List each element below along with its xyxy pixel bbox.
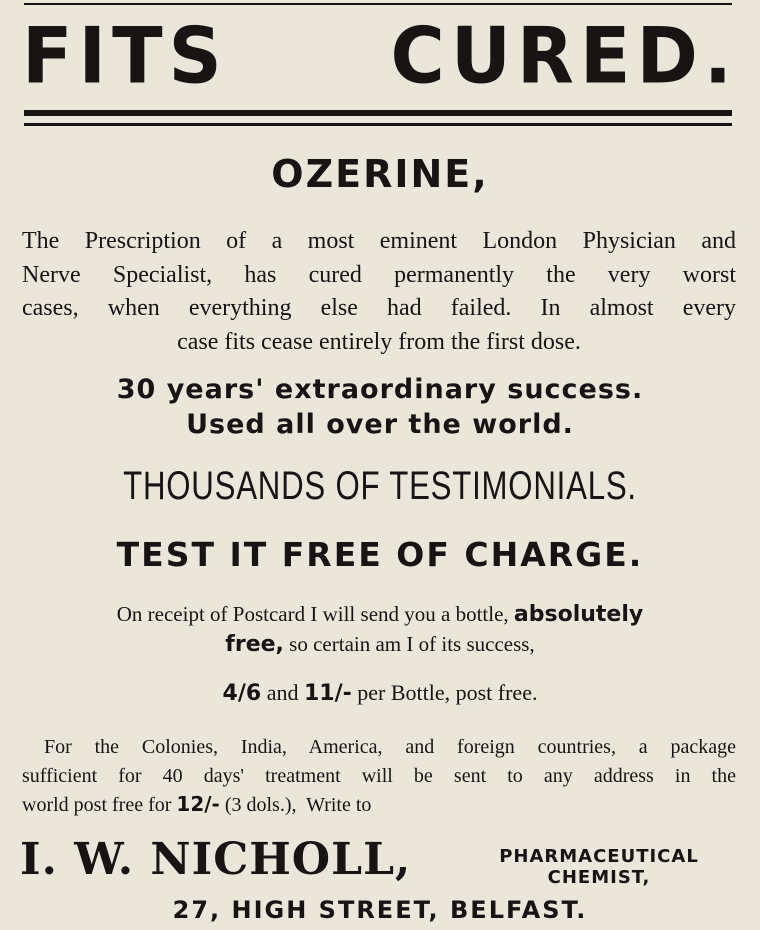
offer-free: free, [225, 632, 284, 657]
test-free-heading: TEST IT FREE OF CHARGE. [116, 535, 644, 574]
intro-paragraph [22, 225, 736, 359]
price-and: and [266, 680, 299, 705]
offer-absolutely: absolutely [513, 602, 644, 627]
headline-rule-thick [24, 110, 732, 116]
profession-line-1: PHARMACEUTICAL [499, 846, 699, 867]
price-line [0, 678, 760, 709]
seller-name: I. W. NICHOLL, [20, 834, 412, 885]
price-terms: per Bottle, post free. [357, 680, 538, 705]
testimonials-text: THOUSANDS OF TESTIMONIALS. [123, 464, 637, 508]
price-large: 11/- [303, 681, 352, 706]
intro-line-1: The Prescription of a most eminent London Physician and [22, 228, 736, 254]
colonies-line-2: sufficient for 40 days' treatment will be sent to any address in the [22, 764, 736, 787]
offer-line-1 [0, 599, 760, 630]
headline-word-cured: CURED. [390, 10, 738, 102]
price-small: 4/6 [222, 681, 262, 706]
top-rule [24, 3, 732, 5]
colonies-line-3 [22, 790, 736, 820]
offer-text: On receipt of Postcard I will send you a bottle, [116, 602, 509, 626]
intro-line-2: Nerve Specialist, has cured permanently the very worst [22, 261, 736, 288]
colonies-paragraph [22, 733, 736, 820]
offer-line-2 [0, 629, 760, 660]
intro-line-3: cases, when everything else had failed. In almost every [22, 295, 736, 321]
headline-word-fits: FITS [22, 10, 228, 102]
colonies-write-to: (3 dols.), Write to [224, 794, 372, 816]
colonies-text: world post free for [22, 794, 172, 816]
seller-address: 27, HIGH STREET, BELFAST. [172, 896, 588, 924]
colonies-price: 12/- [176, 792, 220, 816]
headline [22, 10, 738, 102]
claim-world: Used all over the world. [186, 409, 574, 440]
colonies-line-1: For the Colonies, India, America, and foreign countries, a package [44, 736, 736, 758]
product-name: OZERINE, [271, 152, 489, 196]
profession-line-2: CHEMIST, [547, 867, 651, 888]
intro-line-4: case fits cease entirely from the first dose. [177, 328, 581, 355]
headline-rule-thin [24, 123, 732, 126]
claim-success: 30 years' extraordinary success. [116, 374, 644, 405]
offer-success-text: so certain am I of its success, [289, 632, 535, 656]
seller-profession [462, 846, 736, 888]
testimonials-heading [0, 464, 760, 509]
